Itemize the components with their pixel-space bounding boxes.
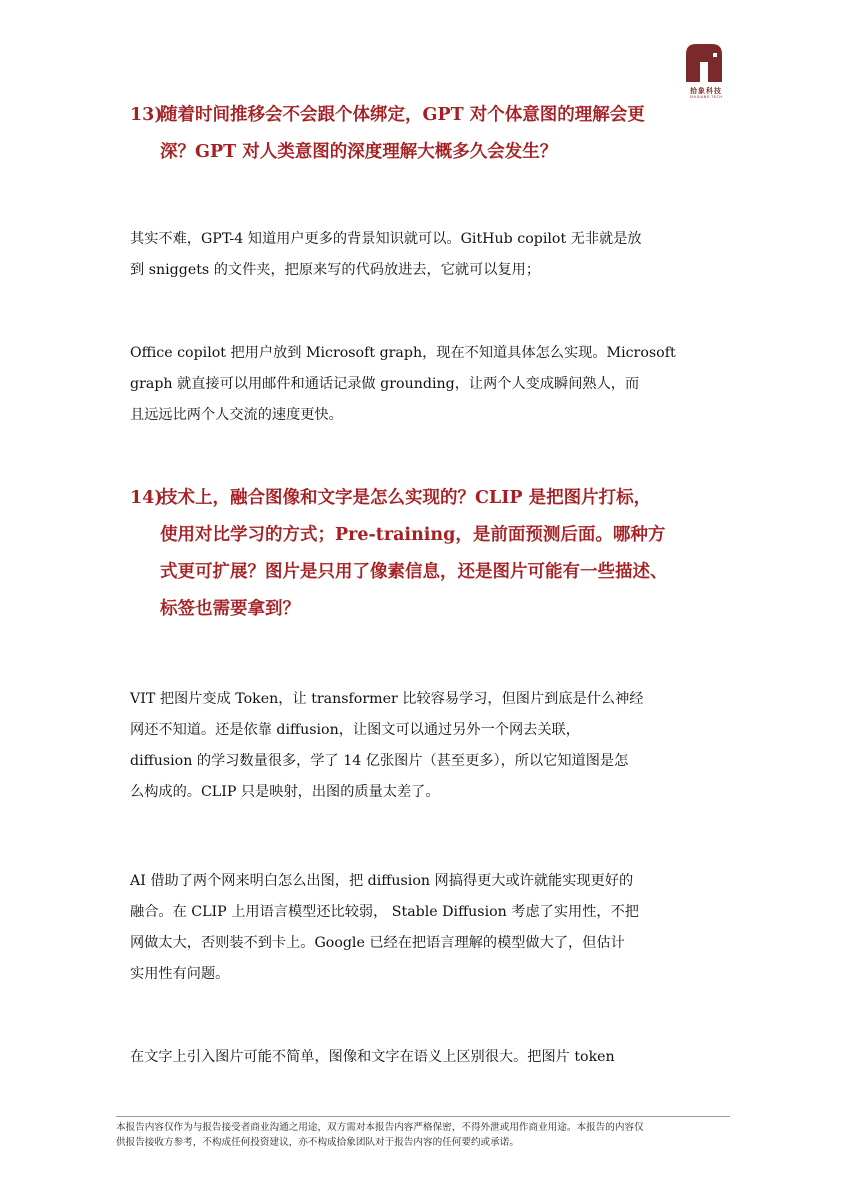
question-text: 随着时间推移会不会跟个体绑定，GPT 对个体意图的理解会更	[160, 105, 645, 125]
paragraph-line: Office copilot 把用户放到 Microsoft graph，现在不知道具体怎么实现。Microsoft	[130, 345, 676, 361]
question-line: 标签也需要拿到？	[160, 599, 300, 619]
paragraph-line: 在文字上引入图片可能不简单，图像和文字在语义上区别很大。把图片 token	[130, 1049, 615, 1065]
logo-text: 拾象科技	[690, 87, 722, 95]
paragraph-line: 网还不知道。还是依靠 diffusion，让图文可以通过另外一个网去关联，	[130, 722, 580, 738]
question-number: 14)	[130, 488, 163, 508]
paragraph	[130, 338, 676, 431]
footer-line: 供报告接收方参考，不构成任何投资建议，亦不构成拾象团队对于报告内容的任何要约或承诺。	[116, 1137, 519, 1148]
logo-subtext: SHIXIANG TECH	[689, 95, 723, 99]
paragraph	[130, 684, 643, 808]
paragraph-line: 么构成的。CLIP 只是映射，出图的质量太差了。	[130, 784, 440, 800]
footer-divider	[116, 1116, 730, 1117]
paragraph-line: 其实不难，GPT-4 知道用户更多的背景知识就可以。GitHub copilot 无非就是放	[130, 231, 642, 247]
question-line: 式更可扩展？图片是只用了像素信息，还是图片可能有一些描述、	[160, 562, 668, 582]
question-line	[130, 480, 668, 517]
paragraph-line: 且远远比两个人交流的速度更快。	[130, 407, 343, 423]
question-number: 13)	[130, 105, 163, 125]
question-line: 深？GPT 对人类意图的深度理解大概多久会发生？	[160, 142, 558, 162]
paragraph-line: VIT 把图片变成 Token，让 transformer 比较容易学习，但图片到底是什么神经	[130, 691, 644, 707]
footer-disclaimer	[116, 1120, 736, 1150]
question-text: 技术上，融合图像和文字是怎么实现的？CLIP 是把图片打标，	[160, 488, 652, 508]
paragraph	[130, 866, 639, 990]
question-13-heading	[130, 97, 645, 171]
logo-mark-icon	[686, 44, 722, 82]
paragraph-line: 融合。在 CLIP 上用语言模型还比较弱， Stable Diffusion 考虑了实用性，不把	[130, 904, 639, 920]
question-line	[130, 97, 645, 134]
paragraph-line: 实用性有问题。	[130, 966, 230, 982]
paragraph-line: AI 借助了两个网来明白怎么出图，把 diffusion 网搞得更大或许就能实现更好的	[130, 873, 634, 889]
paragraph-line: 网做太大，否则装不到卡上。Google 已经在把语言理解的模型做大了，但估计	[130, 935, 625, 951]
footer-line: 本报告内容仅作为与报告接受者商业沟通之用途，双方需对本报告内容严格保密，不得外泄或用作商业用途。本报告的内容仅	[116, 1122, 644, 1133]
question-14-heading	[130, 480, 668, 628]
paragraph-line: 到 sniggets 的文件夹，把原来写的代码放进去，它就可以复用；	[130, 262, 541, 278]
paragraph-line: diffusion 的学习数量很多，学了 14 亿张图片（甚至更多），所以它知道图是怎	[130, 753, 629, 769]
question-line: 使用对比学习的方式；Pre-training，是前面预测后面。哪种方	[160, 525, 666, 545]
paragraph-line: graph 就直接可以用邮件和通话记录做 grounding，让两个人变成瞬间熟人，而	[130, 376, 640, 392]
paragraph	[130, 224, 642, 286]
paragraph	[130, 1042, 615, 1073]
